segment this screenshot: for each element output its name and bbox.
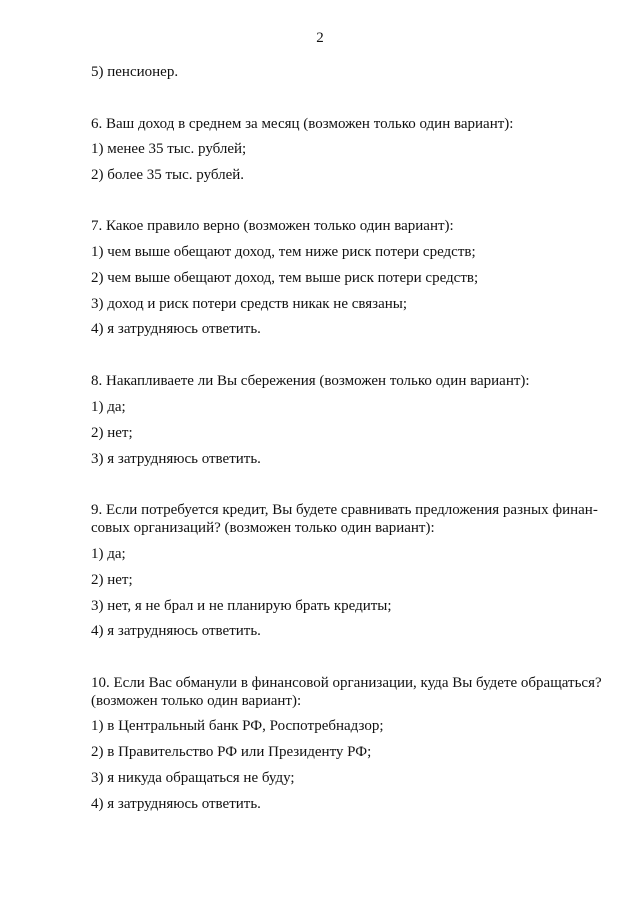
q6-option-2: 2) более 35 тыс. рублей. xyxy=(91,167,245,183)
q10-option-2: 2) в Правительство РФ или Президенту РФ; xyxy=(91,744,372,760)
q10-option-1: 1) в Центральный банк РФ, Роспотребнадзор; xyxy=(91,718,384,734)
question-9-text-line-2: совых организаций? (возможен только один вариант): xyxy=(91,520,435,536)
question-7-text: 7. Какое правило верно (возможен только один вариант): xyxy=(91,218,454,234)
q9-option-4: 4) я затрудняюсь ответить. xyxy=(91,623,261,639)
question-10-text-line-1: 10. Если Вас обманули в финансовой организации, куда Вы будете обращаться? xyxy=(91,675,602,691)
q9-option-1: 1) да; xyxy=(91,546,126,562)
page-number: 2 xyxy=(316,30,324,46)
q8-option-3: 3) я затрудняюсь ответить. xyxy=(91,451,261,467)
q9-option-3: 3) нет, я не брал и не планирую брать кредиты; xyxy=(91,598,392,614)
q10-option-4: 4) я затрудняюсь ответить. xyxy=(91,796,261,812)
question-10-text-line-2: (возможен только один вариант): xyxy=(91,693,302,709)
list-item: 5) пенсионер. xyxy=(91,64,179,80)
q10-option-3: 3) я никуда обращаться не буду; xyxy=(91,770,295,786)
q7-option-4: 4) я затрудняюсь ответить. xyxy=(91,321,261,337)
q9-option-2: 2) нет; xyxy=(91,572,133,588)
q7-option-2: 2) чем выше обещают доход, тем выше риск потери средств; xyxy=(91,270,479,286)
question-8-text: 8. Накапливаете ли Вы сбережения (возможен только один вариант): xyxy=(91,373,530,389)
q8-option-2: 2) нет; xyxy=(91,425,133,441)
q7-option-3: 3) доход и риск потери средств никак не связаны; xyxy=(91,296,408,312)
question-9-text-line-1: 9. Если потребуется кредит, Вы будете сравнивать предложения разных финан- xyxy=(91,502,598,518)
question-6-text: 6. Ваш доход в среднем за месяц (возможен только один вариант): xyxy=(91,116,514,132)
q7-option-1: 1) чем выше обещают доход, тем ниже риск потери средств; xyxy=(91,244,476,260)
q8-option-1: 1) да; xyxy=(91,399,126,415)
q6-option-1: 1) менее 35 тыс. рублей; xyxy=(91,141,247,157)
